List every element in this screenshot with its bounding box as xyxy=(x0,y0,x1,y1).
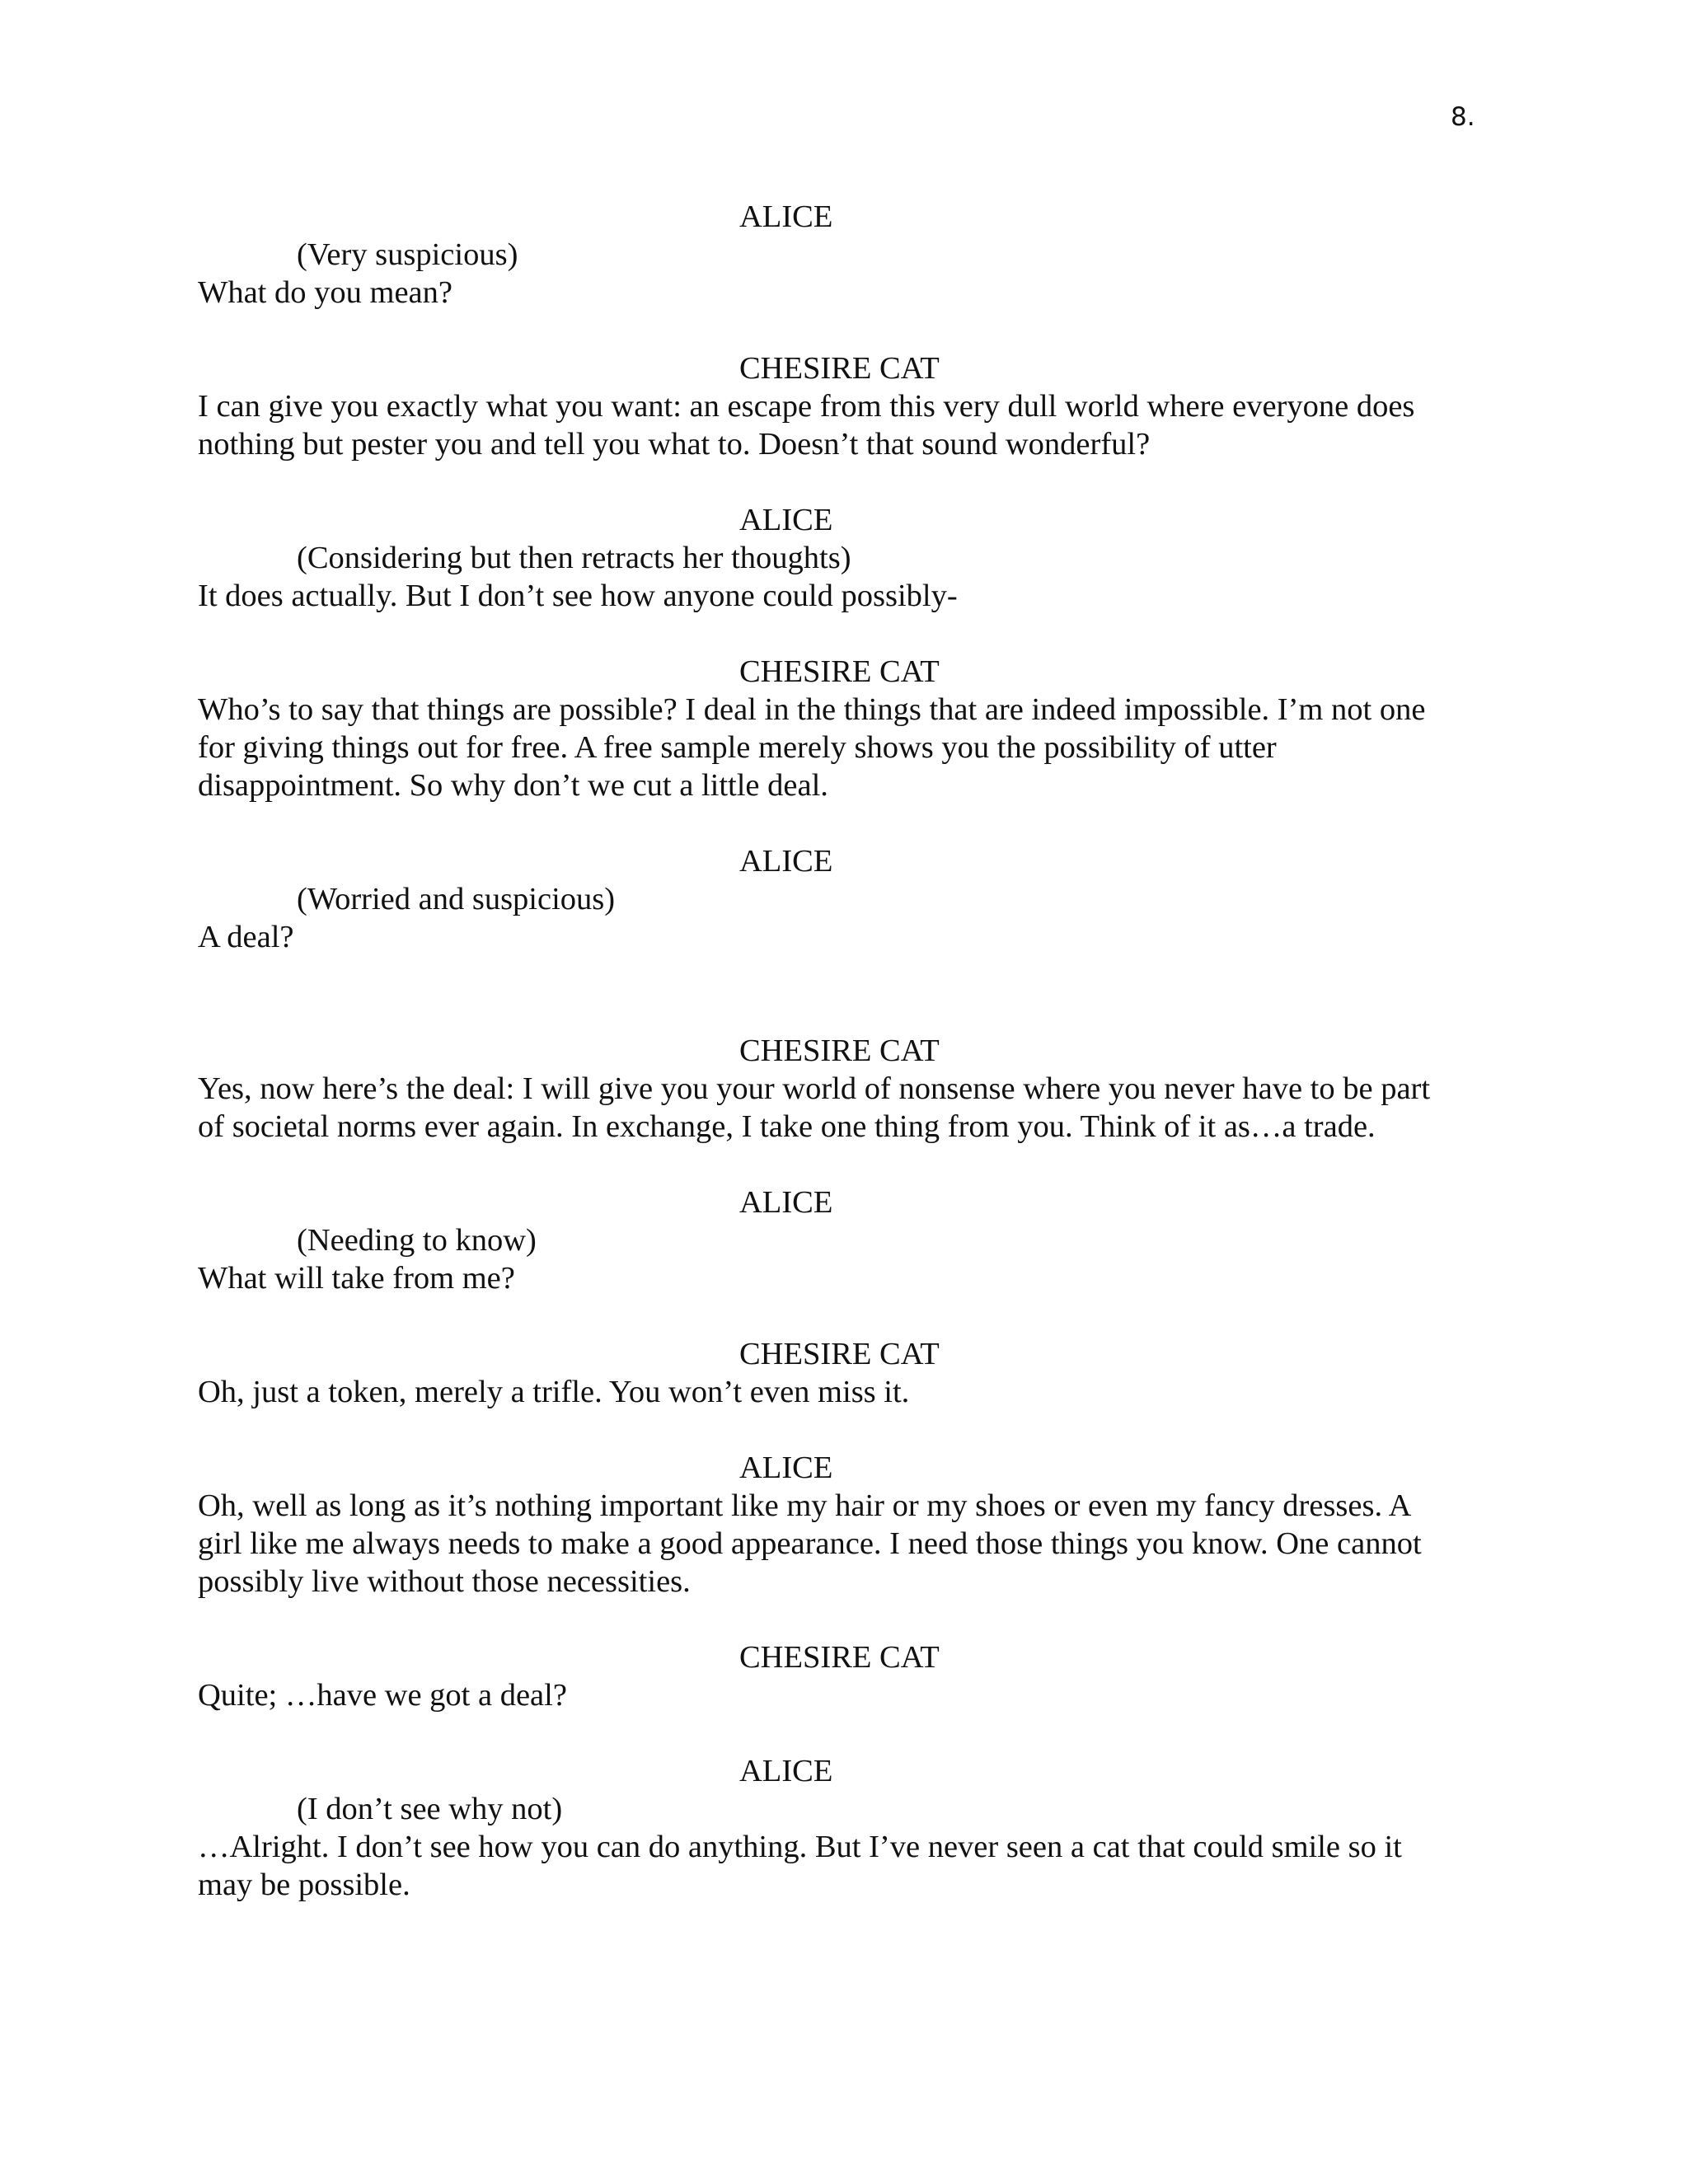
dialogue-line: possibly live without those necessities. xyxy=(198,1564,691,1599)
dialogue-block-alice-4 xyxy=(198,1183,1500,1297)
parenthetical: (Very suspicious) xyxy=(297,237,518,272)
parenthetical: (Considering but then retracts her thoughts) xyxy=(297,541,851,575)
dialogue-block-alice-3 xyxy=(198,842,1500,956)
dialogue-text xyxy=(198,274,1500,312)
character-name: CHESIRE CAT xyxy=(739,351,940,386)
character-name: ALICE xyxy=(739,1451,833,1485)
dialogue-line: for giving things out for free. A free sample merely shows you the possibility of utter xyxy=(198,730,1277,765)
dialogue-block-chesire-cat-2 xyxy=(198,653,1500,804)
dialogue-line: A deal? xyxy=(198,920,294,954)
dialogue-block-alice-1 xyxy=(198,198,1500,312)
dialogue-line: Oh, just a token, merely a trifle. You won’t even miss it. xyxy=(198,1375,910,1409)
dialogue-block-chesire-cat-1 xyxy=(198,349,1500,463)
character-name: CHESIRE CAT xyxy=(739,1640,940,1675)
dialogue-line: girl like me always needs to make a good appearance. I need those things you know. One cannot xyxy=(198,1526,1422,1561)
dialogue-line: It does actually. But I don’t see how anyone could possibly- xyxy=(198,579,958,613)
dialogue-line: I can give you exactly what you want: an escape from this very dull world where everyone does xyxy=(198,389,1415,424)
character-name: ALICE xyxy=(739,1754,833,1788)
parenthetical: (Worried and suspicious) xyxy=(297,882,616,916)
dialogue-block-alice-2 xyxy=(198,501,1500,615)
dialogue-text xyxy=(198,1070,1500,1146)
dialogue-text xyxy=(198,577,1500,615)
dialogue-text xyxy=(198,918,1500,956)
dialogue-line: disappointment. So why don’t we cut a little deal. xyxy=(198,768,828,803)
dialogue-block-alice-5 xyxy=(198,1449,1500,1601)
dialogue-block-alice-6 xyxy=(198,1752,1500,1904)
character-name: ALICE xyxy=(739,503,833,537)
parenthetical: (I don’t see why not) xyxy=(297,1792,563,1826)
dialogue-text xyxy=(198,1373,1500,1411)
dialogue-line: Quite; …have we got a deal? xyxy=(198,1678,567,1713)
character-name: ALICE xyxy=(739,844,833,879)
dialogue-line: of societal norms ever again. In exchange, I take one thing from you. Think of it as…a trade. xyxy=(198,1109,1376,1144)
character-name: CHESIRE CAT xyxy=(739,1033,940,1068)
dialogue-line: nothing but pester you and tell you what to. Doesn’t that sound wonderful? xyxy=(198,427,1151,462)
page-number: 8. xyxy=(1451,102,1475,132)
dialogue-text xyxy=(198,1828,1500,1904)
dialogue-line: Oh, well as long as it’s nothing important like my hair or my shoes or even my fancy dresses. A xyxy=(198,1488,1412,1523)
dialogue-text xyxy=(198,691,1500,804)
dialogue-line: may be possible. xyxy=(198,1868,410,1902)
character-name: CHESIRE CAT xyxy=(739,654,940,689)
character-name: ALICE xyxy=(739,1185,833,1220)
dialogue-text xyxy=(198,1676,1500,1714)
dialogue-block-chesire-cat-5 xyxy=(198,1638,1500,1714)
character-name: CHESIRE CAT xyxy=(739,1337,940,1371)
dialogue-line: What will take from me? xyxy=(198,1261,515,1296)
dialogue-block-chesire-cat-3 xyxy=(198,1032,1500,1146)
dialogue-line: Who’s to say that things are possible? I deal in the things that are indeed impossible. I’m not one xyxy=(198,692,1426,727)
dialogue-line: Yes, now here’s the deal: I will give you your world of nonsense where you never have to be part xyxy=(198,1071,1431,1106)
script-body xyxy=(198,198,1500,1942)
dialogue-text xyxy=(198,387,1500,463)
parenthetical: (Needing to know) xyxy=(297,1223,537,1258)
dialogue-text xyxy=(198,1259,1500,1297)
dialogue-line: …Alright. I don’t see how you can do anything. But I’ve never seen a cat that could smile so it xyxy=(198,1830,1402,1864)
dialogue-line: What do you mean? xyxy=(198,275,452,310)
character-name: ALICE xyxy=(739,199,833,234)
dialogue-block-chesire-cat-4 xyxy=(198,1335,1500,1411)
dialogue-text xyxy=(198,1487,1500,1601)
